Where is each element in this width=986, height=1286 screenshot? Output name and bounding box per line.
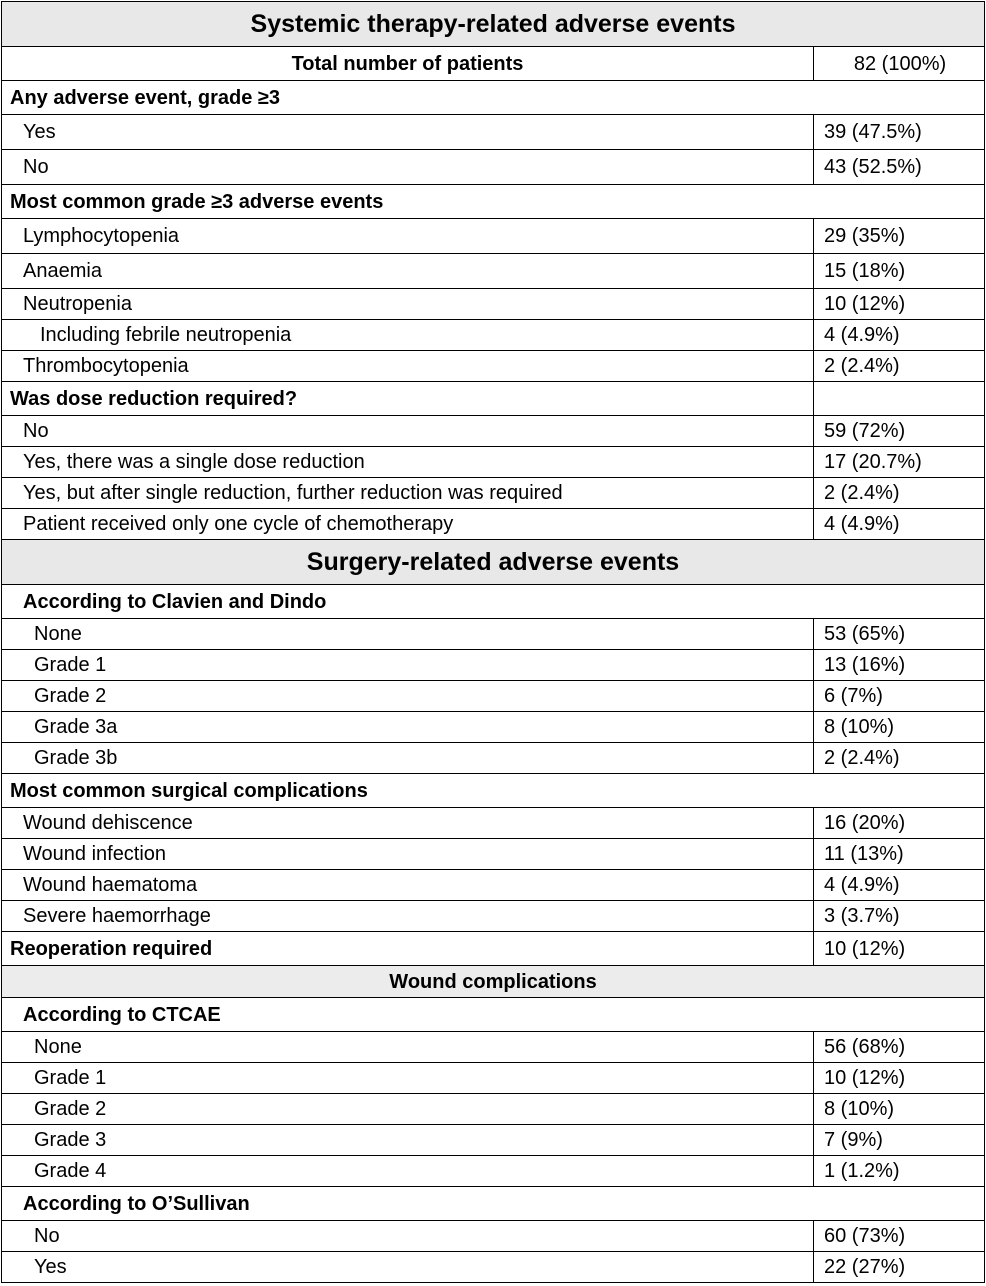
row-value: 10 (12%)	[814, 1063, 985, 1094]
table-row	[2, 219, 985, 254]
row-label: Thrombocytopenia	[2, 351, 814, 382]
row-label: Yes	[2, 1252, 814, 1283]
row-value: 2 (2.4%)	[814, 743, 985, 774]
row-label: Including febrile neutropenia	[2, 320, 814, 351]
row-value: 4 (4.9%)	[814, 320, 985, 351]
table-row	[2, 509, 985, 540]
table-row	[2, 320, 985, 351]
dose-header: Was dose reduction required?	[2, 382, 814, 416]
group-header-row	[2, 185, 985, 219]
row-label: Grade 3b	[2, 743, 814, 774]
any-ae-header: Any adverse event, grade ≥3	[2, 81, 985, 115]
systemic-title: Systemic therapy-related adverse events	[2, 2, 985, 47]
reoperation-label: Reoperation required	[2, 932, 814, 966]
table-row	[2, 650, 985, 681]
row-value: 6 (7%)	[814, 681, 985, 712]
row-label: Grade 3a	[2, 712, 814, 743]
adverse-events-table-container	[1, 1, 984, 1283]
systemic-title-row	[2, 2, 985, 47]
table-row	[2, 1094, 985, 1125]
table-row	[2, 1125, 985, 1156]
row-value: 8 (10%)	[814, 712, 985, 743]
group-header-row	[2, 1187, 985, 1221]
group-header-row	[2, 774, 985, 808]
row-value: 17 (20.7%)	[814, 447, 985, 478]
row-label: None	[2, 1032, 814, 1063]
row-label: Grade 2	[2, 1094, 814, 1125]
table-row	[2, 1156, 985, 1187]
wound-title-row	[2, 966, 985, 998]
clavien-header: According to Clavien and Dindo	[2, 585, 985, 619]
ctcae-header: According to CTCAE	[2, 998, 985, 1032]
table-row	[2, 115, 985, 150]
row-value: 29 (35%)	[814, 219, 985, 254]
row-label: Grade 1	[2, 1063, 814, 1094]
row-value: 3 (3.7%)	[814, 901, 985, 932]
row-label: Yes, but after single reduction, further reduction was required	[2, 478, 814, 509]
table-row	[2, 416, 985, 447]
row-value: 56 (68%)	[814, 1032, 985, 1063]
row-value: 43 (52.5%)	[814, 150, 985, 185]
table-row	[2, 478, 985, 509]
row-value: 39 (47.5%)	[814, 115, 985, 150]
complications-header: Most common surgical complications	[2, 774, 985, 808]
row-value: 11 (13%)	[814, 839, 985, 870]
table-row	[2, 712, 985, 743]
row-value: 53 (65%)	[814, 619, 985, 650]
row-label: Severe haemorrhage	[2, 901, 814, 932]
surgery-title: Surgery-related adverse events	[2, 540, 985, 585]
row-label: Wound infection	[2, 839, 814, 870]
table-row	[2, 1063, 985, 1094]
row-label: Yes	[2, 115, 814, 150]
row-value: 16 (20%)	[814, 808, 985, 839]
row-label: Wound haematoma	[2, 870, 814, 901]
row-value: 7 (9%)	[814, 1125, 985, 1156]
table-row	[2, 254, 985, 289]
row-value: 10 (12%)	[814, 289, 985, 320]
reoperation-row	[2, 932, 985, 966]
table-row	[2, 1252, 985, 1283]
reoperation-value: 10 (12%)	[814, 932, 985, 966]
osullivan-header: According to O’Sullivan	[2, 1187, 985, 1221]
row-label: None	[2, 619, 814, 650]
total-value: 82 (100%)	[814, 47, 985, 81]
table-row	[2, 619, 985, 650]
row-label: Lymphocytopenia	[2, 219, 814, 254]
table-row	[2, 289, 985, 320]
group-header-row	[2, 382, 985, 416]
wound-title: Wound complications	[2, 966, 985, 998]
row-label: Grade 4	[2, 1156, 814, 1187]
table-row	[2, 1032, 985, 1063]
table-row	[2, 743, 985, 774]
total-row	[2, 47, 985, 81]
table-row	[2, 351, 985, 382]
row-value: 2 (2.4%)	[814, 351, 985, 382]
empty-cell	[814, 382, 985, 416]
table-row	[2, 901, 985, 932]
common-ae-header: Most common grade ≥3 adverse events	[2, 185, 985, 219]
row-value: 13 (16%)	[814, 650, 985, 681]
table-row	[2, 1221, 985, 1252]
row-label: Yes, there was a single dose reduction	[2, 447, 814, 478]
table-row	[2, 870, 985, 901]
table-row	[2, 839, 985, 870]
row-value: 1 (1.2%)	[814, 1156, 985, 1187]
row-label: No	[2, 1221, 814, 1252]
row-value: 15 (18%)	[814, 254, 985, 289]
row-label: No	[2, 416, 814, 447]
table-row	[2, 681, 985, 712]
group-header-row	[2, 585, 985, 619]
surgery-title-row	[2, 540, 985, 585]
row-label: Grade 2	[2, 681, 814, 712]
row-value: 22 (27%)	[814, 1252, 985, 1283]
group-header-row	[2, 81, 985, 115]
row-value: 60 (73%)	[814, 1221, 985, 1252]
row-value: 59 (72%)	[814, 416, 985, 447]
row-value: 4 (4.9%)	[814, 870, 985, 901]
row-value: 4 (4.9%)	[814, 509, 985, 540]
row-value: 8 (10%)	[814, 1094, 985, 1125]
row-label: Grade 1	[2, 650, 814, 681]
table-row	[2, 808, 985, 839]
row-label: No	[2, 150, 814, 185]
row-label: Grade 3	[2, 1125, 814, 1156]
group-header-row	[2, 998, 985, 1032]
adverse-events-table	[1, 1, 985, 1283]
row-label: Patient received only one cycle of chemotherapy	[2, 509, 814, 540]
table-row	[2, 150, 985, 185]
row-label: Wound dehiscence	[2, 808, 814, 839]
row-value: 2 (2.4%)	[814, 478, 985, 509]
total-label: Total number of patients	[2, 47, 814, 81]
row-label: Neutropenia	[2, 289, 814, 320]
table-row	[2, 447, 985, 478]
row-label: Anaemia	[2, 254, 814, 289]
